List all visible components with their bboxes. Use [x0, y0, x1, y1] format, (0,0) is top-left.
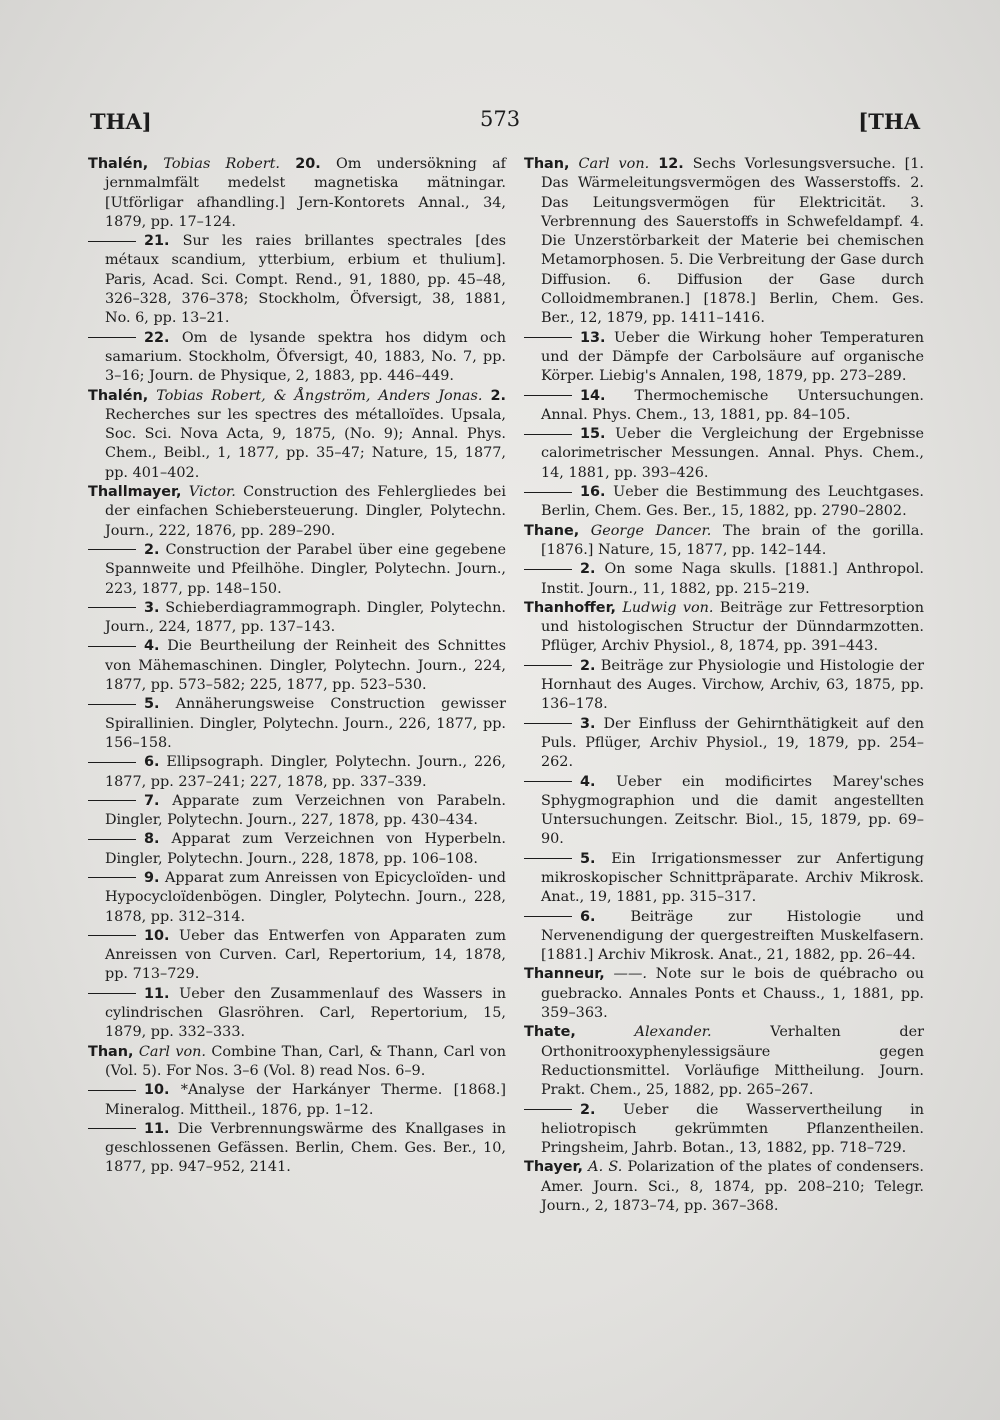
- ditto-dash: [88, 1090, 136, 1091]
- entry-given-name: A. S.: [588, 1159, 623, 1176]
- ditto-dash: [88, 839, 136, 840]
- entry-number: 4.: [580, 773, 596, 790]
- entry-number: 8.: [144, 831, 160, 848]
- entry-text: Beiträge zur Physiologie und Histologie der Hornhaut des Auges. Virchow, Archiv, 63, 1875, pp. 136–178.: [541, 657, 924, 713]
- bibliography-entry: [524, 155, 924, 329]
- bibliography-entry: [524, 850, 924, 908]
- entry-number: 11.: [144, 985, 170, 1002]
- header-right: [THA: [858, 109, 920, 134]
- ditto-dash: [88, 762, 136, 763]
- entry-text: Verhalten der Orthonitrooxyphenylessigsäure gegen Reductionsmittel. Vorläufige Mittheilung. Journ. Prakt. Chem., 25, 1882, pp. 265–267.: [541, 1024, 925, 1099]
- entry-text: Annäherungsweise Construction gewisser Spirallinien. Dingler, Polytechn. Journ., 226, 1877, pp. 156–158.: [105, 696, 506, 751]
- bibliography-entry: [88, 927, 506, 985]
- entry-number: 15.: [580, 426, 606, 443]
- bibliography-entry: [88, 1120, 506, 1178]
- ditto-dash: [88, 1128, 136, 1129]
- ditto-dash: [524, 665, 572, 666]
- bibliography-entry: [88, 753, 506, 792]
- entry-number: 3.: [144, 599, 160, 616]
- ditto-dash: [524, 395, 572, 396]
- entry-author: Thanneur,: [524, 966, 605, 983]
- entry-number: 10.: [144, 1082, 170, 1099]
- entry-text: Recherches sur les spectres des métalloïdes. Upsala, Soc. Sci. Nova Acta, 9, 1875, (No. 9); Annal. Phys. Chem., Beibl., 1, 1877, pp. 35–47; Nature, 15, 1877, pp. 401–402.: [105, 406, 506, 481]
- entry-given-name: Ludwig von.: [622, 599, 714, 616]
- ditto-dash: [524, 781, 572, 782]
- entry-number: 5.: [144, 696, 160, 713]
- entry-text: Die Beurtheilung der Reinheit des Schnittes von Mähemaschinen. Dingler, Polytechn. Journ., 224, 1877, pp. 573–582; 225, 1877, pp. 523–530.: [105, 638, 506, 694]
- bibliography-entry: [524, 657, 924, 715]
- bibliography-entry: [524, 1158, 924, 1216]
- entry-number: 2.: [580, 561, 596, 578]
- ditto-dash: [88, 800, 136, 801]
- bibliography-entry: [524, 908, 924, 966]
- bibliography-entry: [524, 1101, 924, 1159]
- entry-given-name: Carl von.: [578, 156, 650, 172]
- ditto-dash: [524, 569, 572, 570]
- entry-text: Polarization of the plates of condensers. Amer. Journ. Sci., 8, 1874, pp. 208–210; Telegr. Journ., 2, 1873–74, pp. 367–368.: [541, 1159, 924, 1215]
- bibliography-entry: [524, 483, 924, 522]
- bibliography-entry: [88, 830, 506, 869]
- bibliography-entry: [524, 329, 924, 387]
- entry-number: 16.: [580, 484, 606, 501]
- ditto-dash: [88, 993, 136, 994]
- bibliography-entry: [524, 599, 924, 657]
- bibliography-entry: [88, 483, 506, 541]
- entry-number: 6.: [144, 754, 160, 771]
- entry-text: *Analyse der Harkányer Therme. [1868.] Mineralog. Mittheil., 1876, pp. 1–12.: [105, 1082, 506, 1118]
- entry-number: 2.: [580, 657, 596, 674]
- ditto-dash: [88, 607, 136, 608]
- entry-text: Ueber die Bestimmung des Leuchtgases. Berlin, Chem. Ges. Ber., 15, 1882, pp. 2790–2802.: [541, 484, 924, 520]
- entry-text: Apparat zum Verzeichnen von Hyperbeln. Dingler, Polytechn. Journ., 228, 1878, pp. 106–108.: [105, 831, 506, 867]
- entry-text: Construction der Parabel über eine gegebene Spannweite und Pfeilhöhe. Dingler, Polytechn. Journ., 223, 1877, pp. 148–150.: [105, 541, 506, 597]
- ditto-dash: [524, 858, 572, 859]
- entry-text: Beiträge zur Fettresorption und histologischen Structur der Dünndarmzotten. Pflüger, Archiv Physiol., 8, 1874, pp. 391–443.: [541, 599, 924, 655]
- entry-text: Schieberdiagrammograph. Dingler, Polytechn. Journ., 224, 1877, pp. 137–143.: [105, 599, 506, 636]
- ditto-dash: [88, 646, 136, 647]
- entry-text: Construction des Fehlergliedes bei der einfachen Schiebersteuerung. Dingler, Polytechn. Journ., 222, 1876, pp. 289–290.: [105, 484, 506, 539]
- entry-text: Ueber das Entwerfen von Apparaten zum Anreissen von Curven. Carl, Repertorium, 14, 1878, pp. 713–729.: [105, 927, 506, 983]
- entry-text: Ueber ein modificirtes Marey'sches Sphygmographion und die damit angestellten Untersuchungen. Zeitschr. Biol., 15, 1879, pp. 69–90.: [541, 773, 924, 848]
- entry-number: 3.: [580, 715, 596, 732]
- entry-given-name: Alexander.: [634, 1024, 712, 1041]
- bibliography-entry: [88, 1043, 506, 1082]
- entry-text: The brain of the gorilla. [1876.] Nature, 15, 1877, pp. 142–144.: [541, 522, 925, 558]
- ditto-dash: [88, 935, 136, 936]
- entry-text: Apparate zum Verzeichnen von Parabeln. Dingler, Polytechn. Journ., 227, 1878, pp. 430–434.: [105, 792, 507, 829]
- entry-number: 12.: [658, 156, 684, 172]
- entry-author: Thanhoffer,: [524, 599, 617, 616]
- entry-text: Ein Irrigationsmesser zur Anfertigung mikroskopischer Schnittpräparate. Archiv Mikrosk. Anat., 19, 1881, pp. 315–317.: [541, 850, 924, 906]
- entry-number: 2.: [580, 1101, 596, 1118]
- entry-given-name: Tobias Robert.: [163, 156, 281, 172]
- entry-number: 5.: [580, 850, 596, 867]
- entry-text: Der Einfluss der Gehirnthätigkeit auf den Puls. Pflüger, Archiv Physiol., 19, 1879, pp. 254–262.: [541, 715, 924, 771]
- entry-text: Ueber die Wirkung hoher Temperaturen und der Dämpfe der Carbolsäure auf organische Körper. Liebig's Annalen, 198, 1879, pp. 273–289.: [541, 329, 925, 385]
- bibliography-entry: [524, 965, 924, 1023]
- bibliography-entry: [524, 387, 924, 426]
- entry-number: 21.: [144, 233, 170, 250]
- entry-author: Than,: [88, 1043, 134, 1060]
- bibliography-entry: [88, 1081, 506, 1120]
- entry-text: Sechs Vorlesungsversuche. [1. Das Wärmeleitungsvermögen des Wasserstoffs. 2. Das Leitungsvermögen für Elektricität. 3. Verbrennung des Sauerstoffs in Schwefeldampf. 4. Die Unzerstörbarkeit der Materie bei chemischen Metamorphosen. 5. Die Verbreitung der Gase durch Diffusion. 6. Diffusion der Gase durch Colloidmembranen.] [1878.] Berlin, Chem. Ges. Ber., 12, 1879, pp. 1411–1416.: [541, 156, 924, 327]
- left-column: [88, 155, 506, 1178]
- entry-given-name: ——.: [613, 966, 647, 983]
- entry-text: Die Verbrennungswärme des Knallgases in geschlossenen Gefässen. Berlin, Chem. Ges. Ber., 10, 1877, pp. 947–952, 2141.: [105, 1120, 506, 1176]
- bibliography-entry: [88, 792, 506, 831]
- right-column: [524, 155, 924, 1216]
- bibliography-entry: [88, 985, 506, 1043]
- entry-text: Beiträge zur Histologie und Nervenendigung der quergestreiften Muskelfasern. [1881.] Archiv Mikrosk. Anat., 21, 1882, pp. 26–44.: [541, 908, 924, 964]
- entry-number: 13.: [580, 329, 606, 346]
- entry-author: Thalén,: [88, 156, 149, 172]
- entry-number: 6.: [580, 908, 596, 925]
- entry-author: Thayer,: [524, 1159, 583, 1176]
- bibliography-entry: [88, 329, 506, 387]
- ditto-dash: [88, 704, 136, 705]
- bibliography-entry: [524, 1023, 924, 1100]
- bibliography-entry: [88, 599, 506, 638]
- entry-given-name: Carl von.: [138, 1043, 206, 1060]
- bibliography-entry: [88, 869, 506, 927]
- entry-text: Sur les raies brillantes spectrales [des métaux scandium, ytterbium, erbium et thulium]. Paris, Acad. Sci. Compt. Rend., 91, 1880, pp. 45–48, 326–328, 376–378; Stockholm, Öfversigt, 38, 1881, No. 6, pp. 13–21.: [105, 233, 507, 327]
- entry-given-name: Victor.: [188, 484, 236, 501]
- entry-number: 10.: [144, 927, 170, 944]
- running-header: [0, 103, 1000, 143]
- entry-author: Thalén,: [88, 387, 149, 404]
- bibliography-entry: [88, 387, 506, 483]
- bibliography-entry: [524, 560, 924, 599]
- entry-number: 2.: [144, 541, 160, 558]
- entry-author: Thate,: [524, 1024, 576, 1041]
- bibliography-entry: [524, 425, 924, 483]
- ditto-dash: [524, 916, 572, 917]
- entry-author: Thane,: [524, 522, 580, 539]
- entry-number: 4.: [144, 638, 160, 655]
- bibliography-entry: [88, 541, 506, 599]
- entry-given-name: Tobias Robert, & Ångström, Anders Jonas.: [156, 387, 483, 404]
- bibliography-entry: [88, 695, 506, 753]
- entry-text: Ueber den Zusammenlauf des Wassers in cylindrischen Glasröhren. Carl, Repertorium, 15, 1879, pp. 332–333.: [105, 985, 507, 1041]
- entry-text: Om de lysande spektra hos didym och samarium. Stockholm, Öfversigt, 40, 1883, No. 7, pp. 3–16; Journ. de Physique, 2, 1883, pp. 446–449.: [105, 329, 507, 385]
- entry-number: 2.: [490, 387, 506, 404]
- ditto-dash: [524, 337, 572, 338]
- entry-text: Ueber die Vergleichung der Ergebnisse calorimetrischer Messungen. Annal. Phys. Chem., 14, 1881, pp. 393–426.: [541, 426, 924, 481]
- entry-number: 20.: [295, 156, 321, 172]
- entry-text: On some Naga skulls. [1881.] Anthropol. Instit. Journ., 11, 1882, pp. 215–219.: [541, 561, 924, 597]
- entry-number: 9.: [144, 869, 160, 886]
- ditto-dash: [524, 434, 572, 435]
- entry-number: 11.: [144, 1120, 170, 1137]
- entry-text: Combine Than, Carl, & Thann, Carl von (Vol. 5). For Nos. 3–6 (Vol. 8) read Nos. 6–9.: [105, 1043, 506, 1079]
- ditto-dash: [524, 492, 572, 493]
- entry-text: Thermochemische Untersuchungen. Annal. Phys. Chem., 13, 1881, pp. 84–105.: [541, 387, 924, 423]
- entry-number: 14.: [580, 387, 606, 404]
- bibliography-entry: [524, 522, 924, 561]
- ditto-dash: [88, 241, 136, 242]
- entry-author: Than,: [524, 156, 570, 172]
- entry-author: Thallmayer,: [88, 484, 182, 501]
- entry-text: Note sur le bois de québracho ou guebracko. Annales Ponts et Chauss., 1, 1881, pp. 359–363.: [541, 966, 925, 1022]
- page-number: 573: [480, 107, 521, 131]
- entry-text: Apparat zum Anreissen von Epicycloïden- und Hypocycloïdenbögen. Dingler, Polytechn. Journ., 228, 1878, pp. 312–314.: [105, 869, 506, 925]
- bibliography-entry: [88, 155, 506, 232]
- ditto-dash: [88, 337, 136, 338]
- ditto-dash: [88, 877, 136, 878]
- bibliography-entry: [524, 773, 924, 850]
- entry-number: 22.: [144, 329, 170, 346]
- bibliography-entry: [88, 637, 506, 695]
- entry-number: 7.: [144, 792, 160, 809]
- ditto-dash: [88, 549, 136, 550]
- entry-text: Ellipsograph. Dingler, Polytechn. Journ., 226, 1877, pp. 237–241; 227, 1878, pp. 337–339.: [105, 754, 506, 790]
- header-left: THA]: [90, 109, 152, 134]
- ditto-dash: [524, 1109, 572, 1110]
- entry-text: Ueber die Wasservertheilung in heliotropisch gekrümmten Pflanzentheilen. Pringsheim, Jahrb. Botan., 13, 1882, pp. 718–729.: [541, 1101, 924, 1157]
- entry-text: Om undersökning af jernmalmfält medelst magnetiska mätningar. [Utförligar afhandling.] Jern-Kontorets Annal., 34, 1879, pp. 17–124.: [105, 156, 506, 230]
- ditto-dash: [524, 723, 572, 724]
- bibliography-entry: [88, 232, 506, 328]
- entry-given-name: George Dancer.: [590, 522, 712, 539]
- bibliography-entry: [524, 715, 924, 773]
